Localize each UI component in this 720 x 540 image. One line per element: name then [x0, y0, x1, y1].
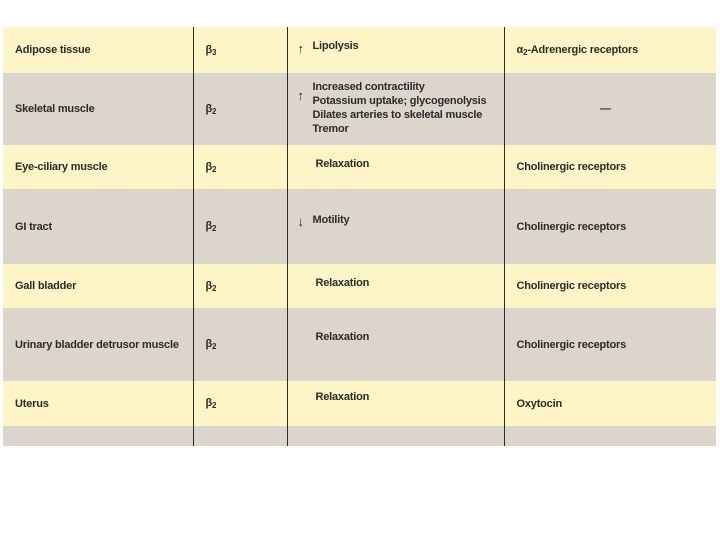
counter-cell: Cholinergic receptors [504, 145, 716, 189]
effect-line: Relaxation [315, 331, 370, 343]
effect-cell [287, 264, 504, 308]
effect-cell [287, 145, 504, 189]
receptor-subscript: 2 [212, 283, 217, 293]
up-arrow-icon: ↑ [297, 41, 304, 56]
tissue-cell: Skeletal muscle [3, 73, 193, 145]
effect-line: Relaxation [315, 277, 370, 289]
effect-cell [287, 189, 504, 264]
receptor-cell [193, 189, 287, 264]
table-row [3, 189, 716, 264]
receptor-cell [193, 27, 287, 73]
tissue-cell: Urinary bladder detrusor muscle [3, 308, 193, 381]
effect-line: Motility [312, 214, 350, 226]
tissue-cell [3, 426, 193, 446]
effect-line: Tremor [312, 123, 349, 135]
effect-line: Increased contractility [312, 81, 425, 93]
receptor-subscript: 2 [212, 164, 217, 174]
effect-cell [287, 27, 504, 73]
counter-cell: Cholinergic receptors [504, 264, 716, 308]
receptor-symbol: β [205, 220, 213, 232]
receptor-subscript: 2 [212, 342, 217, 351]
counter-text: — [599, 103, 611, 115]
up-arrow-icon: ↑ [297, 88, 304, 103]
counter-text: -Adrenergic receptors [527, 43, 639, 56]
receptor-cell [193, 426, 287, 446]
counter-prefix: α [516, 43, 524, 56]
tissue-cell: GI tract [3, 189, 193, 264]
table-row [3, 308, 716, 381]
effect-line: Relaxation [315, 391, 370, 403]
counter-cell: Cholinergic receptors [504, 308, 716, 381]
counter-cell: Cholinergic receptors [504, 189, 716, 264]
receptor-cell [193, 73, 287, 145]
effect-cell [287, 73, 504, 145]
down-arrow-icon: ↓ [297, 214, 304, 229]
counter-cell [504, 73, 716, 145]
effect-line: Dilates arteries to skeletal muscle [312, 109, 483, 121]
receptor-cell [193, 381, 287, 426]
table-row [3, 145, 716, 189]
effect-cell [287, 308, 504, 381]
receptor-table [3, 27, 716, 446]
receptor-cell [193, 145, 287, 189]
effect-line: Lipolysis [312, 40, 359, 52]
receptor-subscript: 2 [212, 401, 217, 410]
effect-line: Relaxation [315, 158, 370, 170]
tissue-cell: Adipose tissue [3, 27, 193, 73]
counter-cell [504, 27, 716, 73]
effect-line: Potassium uptake; glycogenolysis [312, 95, 487, 107]
receptor-table-wrapper [3, 27, 716, 446]
receptor-symbol: β [205, 397, 213, 409]
receptor-symbol: β [205, 338, 213, 350]
tissue-cell: Uterus [3, 381, 193, 426]
table-row [3, 27, 716, 73]
tissue-cell: Eye-ciliary muscle [3, 145, 193, 189]
table-row [3, 264, 716, 308]
table-row [3, 73, 716, 145]
receptor-cell [193, 264, 287, 308]
receptor-cell [193, 308, 287, 381]
effect-cell [287, 381, 504, 426]
receptor-subscript: 3 [212, 47, 217, 57]
tissue-cell: Gall bladder [3, 264, 193, 308]
receptor-symbol: β [205, 43, 213, 56]
table-row-partial [3, 426, 716, 446]
receptor-symbol: β [205, 102, 213, 115]
counter-subscript: 2 [523, 47, 528, 57]
receptor-subscript: 2 [212, 224, 217, 233]
receptor-symbol: β [205, 279, 213, 292]
counter-cell [504, 426, 716, 446]
counter-cell: Oxytocin [504, 381, 716, 426]
receptor-subscript: 2 [212, 106, 217, 116]
receptor-symbol: β [205, 160, 213, 173]
effect-cell [287, 426, 504, 446]
table-row [3, 381, 716, 426]
